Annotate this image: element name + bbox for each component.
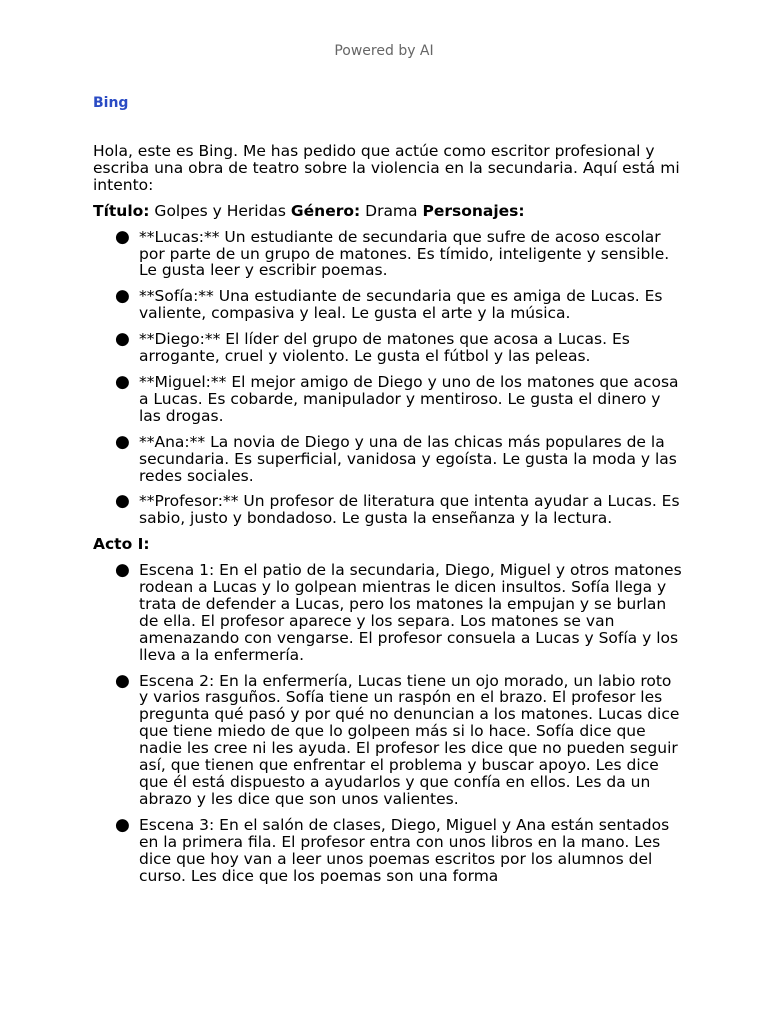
characters-label: Personajes:	[422, 201, 525, 220]
character-text: **Sofía:** Una estudiante de secundaria que es amiga de Lucas. Es valiente, compasiva y leal. Le gusta el arte y la música.	[139, 287, 663, 323]
scenes-list	[93, 562, 683, 884]
title-value: Golpes y Heridas	[149, 201, 291, 220]
scene-text: Escena 1: En el patio de la secundaria, Diego, Miguel y otros matones rodean a Lucas y lo golpean mientras le dicen insultos. Sofía llega y trata de defender a Lucas, pero los matones la empujan y se burlan de ella. El profesor aparece y los separa. Los matones se van amenazando con vengarse. El profesor consuela a Lucas y Sofía y los lleva a la enfermería.	[139, 561, 682, 664]
intro-paragraph: Hola, este es Bing. Me has pedido que actúe como escritor profesional y escriba una obra de teatro sobre la violencia en la secundaria. Aquí está mi intento:	[93, 142, 680, 194]
act-heading: Acto I:	[93, 535, 150, 554]
author-name: Bing	[93, 95, 129, 111]
genre-label: Género:	[290, 201, 361, 220]
character-text: **Ana:** La novia de Diego y una de las chicas más populares de la secundaria. Es superficial, vanidosa y egoísta. Le gusta la moda y las redes sociales.	[139, 432, 677, 485]
page-bottom-margin	[0, 930, 768, 1024]
list-item-character	[93, 288, 683, 322]
bullet-icon: ●	[115, 371, 130, 392]
character-text: **Lucas:** Un estudiante de secundaria que sufre de acoso escolar por parte de un grupo de matones. Es tímido, inteligente y sensible. Le gusta leer y escribir poemas.	[139, 227, 670, 280]
title-label: Título:	[93, 201, 150, 220]
list-item-scene	[93, 670, 683, 808]
bullet-icon: ●	[115, 491, 130, 512]
scene-text: Escena 2: En la enfermería, Lucas tiene un ojo morado, un labio roto y varios rasguños. Sofía tiene un raspón en el brazo. El profesor les pregunta qué pasó y por qué no denuncian a los matones. Lucas dice que tiene miedo de que lo golpeen más si lo hace. Sofía dice que nadie les cree ni les ayuda. El profesor les dice que no pueden seguir así, que tienen que enfrentar el problema y buscar apoyo. Les dice que él está dispuesto a ayudarlos y que confía en ellos. Les da un abrazo y les dice que son unos valientes.	[139, 671, 680, 808]
character-text: **Diego:** El líder del grupo de matones que acosa a Lucas. Es arrogante, cruel y violento. Le gusta el fútbol y las peleas.	[139, 330, 630, 366]
character-text: **Miguel:** El mejor amigo de Diego y uno de los matones que acosa a Lucas. Es cobarde, manipulador y mentiroso. Le gusta el dinero y las drogas.	[139, 372, 679, 425]
character-text: **Profesor:** Un profesor de literatura que intenta ayudar a Lucas. Es sabio, justo y bondadoso. Le gusta la enseñanza y la lectura.	[139, 492, 680, 528]
scene-text: Escena 3: En el salón de clases, Diego, Miguel y Ana están sentados en la primera fila. El profesor entra con unos libros en la mano. Les dice que hoy van a leer unos poemas escritos por los alumnos del curso. Les dice que los poemas son una forma	[139, 815, 670, 885]
list-item-character	[93, 493, 683, 527]
message-body	[93, 143, 683, 893]
list-item-scene	[93, 814, 683, 885]
bullet-icon: ●	[115, 226, 130, 247]
genre-value: Drama	[360, 201, 423, 220]
play-meta-line	[93, 203, 683, 220]
list-item-character	[93, 431, 683, 485]
bullet-icon: ●	[115, 329, 130, 350]
bullet-icon: ●	[115, 670, 130, 691]
list-item-character	[93, 371, 683, 425]
characters-list	[93, 226, 683, 528]
bullet-icon: ●	[115, 814, 130, 835]
list-item-character	[93, 226, 683, 280]
list-item-scene	[93, 562, 683, 663]
list-item-character	[93, 331, 683, 365]
bullet-icon: ●	[115, 560, 130, 581]
powered-by-label: Powered by AI	[334, 43, 434, 59]
bullet-icon: ●	[115, 286, 130, 307]
bullet-icon: ●	[115, 431, 130, 452]
